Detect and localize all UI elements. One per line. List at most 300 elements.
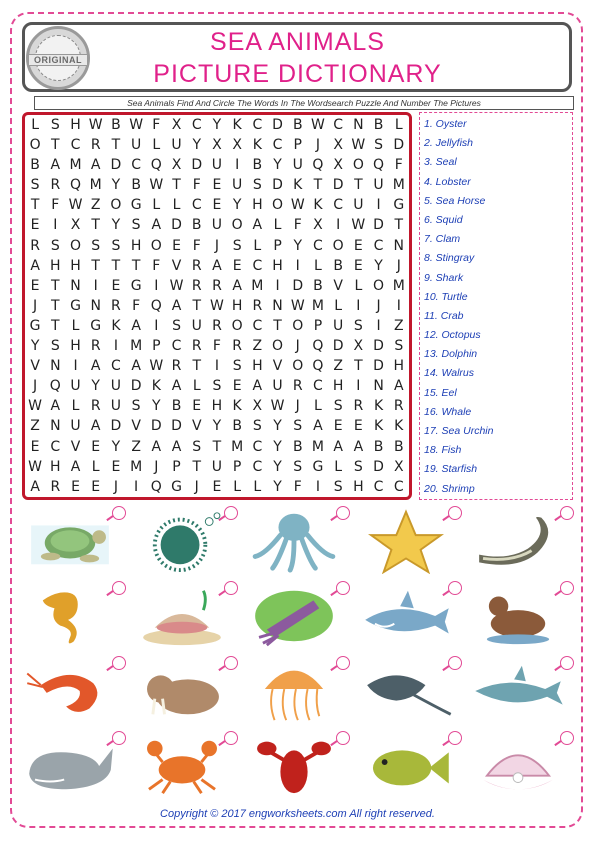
grid-letter[interactable]: T xyxy=(172,177,181,194)
number-balloon[interactable] xyxy=(112,581,126,595)
grid-letter[interactable]: C xyxy=(70,137,81,154)
grid-letter[interactable]: E xyxy=(91,478,101,495)
grid-letter[interactable]: S xyxy=(333,398,343,415)
grid-letter[interactable]: S xyxy=(394,338,404,355)
grid-letter[interactable]: Q xyxy=(373,157,385,174)
grid-letter[interactable]: H xyxy=(332,378,344,395)
number-balloon[interactable] xyxy=(560,731,574,745)
grid-letter[interactable]: V xyxy=(191,418,202,435)
grid-letter[interactable]: E xyxy=(353,257,363,274)
grid-letter[interactable]: S xyxy=(192,438,202,455)
grid-letter[interactable]: E xyxy=(111,458,121,475)
grid-letter[interactable]: M xyxy=(311,297,324,314)
grid-letter[interactable]: C xyxy=(252,458,263,475)
grid-letter[interactable]: J xyxy=(396,257,401,274)
grid-letter[interactable]: T xyxy=(51,317,60,334)
grid-letter[interactable]: S xyxy=(353,317,363,334)
number-balloon[interactable] xyxy=(112,731,126,745)
grid-letter[interactable]: R xyxy=(50,478,61,495)
grid-letter[interactable]: A xyxy=(131,358,141,375)
grid-letter[interactable]: Y xyxy=(192,137,201,154)
grid-letter[interactable]: T xyxy=(354,358,363,375)
grid-letter[interactable]: C xyxy=(191,117,202,133)
grid-letter[interactable]: D xyxy=(272,177,283,194)
grid-letter[interactable]: L xyxy=(334,297,343,314)
grid-letter[interactable]: N xyxy=(90,297,101,314)
grid-letter[interactable]: X xyxy=(171,157,182,174)
grid-letter[interactable]: K xyxy=(252,137,262,154)
grid-letter[interactable]: A xyxy=(232,277,242,294)
grid-letter[interactable]: K xyxy=(232,117,242,133)
grid-letter[interactable]: Q xyxy=(150,478,162,495)
grid-letter[interactable]: I xyxy=(93,277,98,294)
grid-letter[interactable]: L xyxy=(233,478,242,495)
grid-letter[interactable]: I xyxy=(336,217,341,234)
grid-letter[interactable]: N xyxy=(393,237,404,254)
grid-letter[interactable]: M xyxy=(89,177,102,194)
grid-letter[interactable]: V xyxy=(70,438,81,455)
grid-letter[interactable]: P xyxy=(293,137,302,154)
grid-letter[interactable]: W xyxy=(351,137,366,154)
grid-letter[interactable]: B xyxy=(171,398,182,415)
grid-letter[interactable]: Y xyxy=(273,418,282,435)
grid-letter[interactable]: O xyxy=(110,197,122,214)
grid-letter[interactable]: D xyxy=(110,418,122,435)
grid-letter[interactable]: U xyxy=(70,378,81,395)
grid-letter[interactable]: O xyxy=(231,317,243,334)
grid-letter[interactable]: F xyxy=(152,117,161,133)
grid-letter[interactable]: E xyxy=(172,237,181,254)
grid-letter[interactable]: B xyxy=(252,157,263,174)
grid-letter[interactable]: T xyxy=(51,137,60,154)
number-balloon[interactable] xyxy=(336,581,350,595)
grid-letter[interactable]: A xyxy=(333,438,343,455)
grid-letter[interactable]: E xyxy=(232,257,242,274)
grid-letter[interactable]: W xyxy=(351,217,366,234)
grid-letter[interactable]: X xyxy=(333,137,343,154)
grid-letter[interactable]: W xyxy=(290,197,305,214)
grid-letter[interactable]: R xyxy=(393,398,404,415)
grid-letter[interactable]: H xyxy=(130,237,142,254)
grid-letter[interactable]: Z xyxy=(333,358,343,375)
grid-letter[interactable]: T xyxy=(91,217,100,234)
grid-letter[interactable]: B xyxy=(292,438,303,455)
grid-letter[interactable]: B xyxy=(393,438,404,455)
grid-letter[interactable]: Y xyxy=(212,418,222,435)
grid-letter[interactable]: D xyxy=(171,217,182,234)
grid-letter[interactable]: D xyxy=(272,117,283,133)
grid-letter[interactable]: U xyxy=(211,458,223,475)
grid-letter[interactable]: X xyxy=(212,137,222,154)
grid-letter[interactable]: A xyxy=(90,157,101,174)
grid-letter[interactable]: S xyxy=(91,237,101,254)
grid-letter[interactable]: C xyxy=(373,237,384,254)
grid-letter[interactable]: O xyxy=(150,237,162,254)
grid-letter[interactable]: Y xyxy=(273,458,282,475)
grid-letter[interactable]: R xyxy=(212,277,222,294)
grid-letter[interactable]: P xyxy=(232,458,242,475)
grid-letter[interactable]: E xyxy=(333,418,343,435)
grid-letter[interactable]: H xyxy=(393,358,405,375)
grid-letter[interactable]: F xyxy=(132,297,141,314)
grid-letter[interactable]: F xyxy=(152,257,161,274)
grid-letter[interactable]: B xyxy=(111,117,121,133)
grid-letter[interactable]: O xyxy=(231,217,243,234)
grid-letter[interactable]: S xyxy=(293,458,303,475)
grid-letter[interactable]: X xyxy=(70,217,81,234)
grid-letter[interactable]: O xyxy=(352,157,364,174)
grid-letter[interactable]: F xyxy=(192,177,201,194)
grid-letter[interactable]: Y xyxy=(111,438,121,455)
grid-letter[interactable]: W xyxy=(68,197,83,214)
grid-letter[interactable]: C xyxy=(313,237,323,254)
grid-letter[interactable]: M xyxy=(251,277,264,294)
number-balloon[interactable] xyxy=(224,731,238,745)
grid-letter[interactable]: X xyxy=(252,398,263,415)
grid-letter[interactable]: I xyxy=(214,358,219,375)
grid-letter[interactable]: X xyxy=(232,137,242,154)
grid-letter[interactable]: X xyxy=(333,157,343,174)
grid-letter[interactable]: A xyxy=(252,217,263,234)
grid-letter[interactable]: U xyxy=(211,157,223,174)
grid-letter[interactable]: U xyxy=(70,418,81,435)
grid-letter[interactable]: H xyxy=(70,257,81,274)
grid-letter[interactable]: S xyxy=(111,237,121,254)
grid-letter[interactable]: Y xyxy=(273,478,282,495)
grid-letter[interactable]: L xyxy=(334,458,343,475)
grid-letter[interactable]: J xyxy=(33,378,38,395)
grid-letter[interactable]: F xyxy=(293,478,302,495)
grid-letter[interactable]: L xyxy=(71,317,80,334)
grid-letter[interactable]: K xyxy=(394,418,404,435)
grid-letter[interactable]: L xyxy=(253,237,262,254)
grid-letter[interactable]: A xyxy=(353,438,364,455)
grid-letter[interactable]: E xyxy=(71,478,80,495)
grid-letter[interactable]: L xyxy=(152,137,161,154)
grid-letter[interactable]: X xyxy=(353,338,364,355)
grid-letter[interactable]: I xyxy=(376,197,381,214)
grid-letter[interactable]: R xyxy=(90,338,101,355)
grid-letter[interactable]: V xyxy=(171,257,182,274)
grid-letter[interactable]: C xyxy=(111,358,121,375)
grid-letter[interactable]: M xyxy=(392,177,405,194)
number-balloon[interactable] xyxy=(336,656,350,670)
grid-letter[interactable]: K xyxy=(293,177,303,194)
grid-letter[interactable]: L xyxy=(71,398,80,415)
grid-letter[interactable]: W xyxy=(311,117,325,133)
grid-letter[interactable]: T xyxy=(192,458,201,475)
grid-letter[interactable]: U xyxy=(191,317,202,334)
grid-letter[interactable]: I xyxy=(396,297,401,314)
grid-letter[interactable]: C xyxy=(252,438,263,455)
grid-letter[interactable]: C xyxy=(313,378,323,395)
grid-letter[interactable]: N xyxy=(70,277,81,294)
grid-letter[interactable]: W xyxy=(129,117,144,133)
grid-letter[interactable]: Q xyxy=(150,157,162,174)
number-balloon[interactable] xyxy=(560,506,574,520)
grid-letter[interactable]: V xyxy=(333,277,343,294)
grid-letter[interactable]: F xyxy=(51,197,60,214)
grid-letter[interactable]: J xyxy=(376,297,381,314)
grid-letter[interactable]: Q xyxy=(69,177,82,194)
grid-letter[interactable]: O xyxy=(332,237,344,254)
grid-letter[interactable]: X xyxy=(393,458,404,475)
grid-letter[interactable]: U xyxy=(171,137,182,154)
grid-letter[interactable]: A xyxy=(393,378,404,395)
grid-letter[interactable]: R xyxy=(191,257,202,274)
grid-letter[interactable]: W xyxy=(88,117,103,133)
grid-letter[interactable]: A xyxy=(252,378,263,395)
grid-letter[interactable]: I xyxy=(315,478,321,495)
grid-letter[interactable]: F xyxy=(394,157,403,174)
grid-letter[interactable]: R xyxy=(232,338,242,355)
grid-letter[interactable]: Y xyxy=(273,157,282,174)
grid-letter[interactable]: S xyxy=(252,418,262,435)
grid-letter[interactable]: Z xyxy=(252,338,263,355)
grid-letter[interactable]: L xyxy=(314,398,322,415)
grid-letter[interactable]: S xyxy=(50,117,60,133)
grid-letter[interactable]: D xyxy=(130,378,142,395)
grid-letter[interactable]: W xyxy=(210,297,224,314)
grid-letter[interactable]: E xyxy=(212,478,222,495)
grid-letter[interactable]: W xyxy=(28,458,43,475)
grid-letter[interactable]: N xyxy=(50,358,61,375)
grid-letter[interactable]: S xyxy=(293,418,303,435)
number-balloon[interactable] xyxy=(112,506,126,520)
grid-letter[interactable]: A xyxy=(171,297,182,314)
grid-letter[interactable]: D xyxy=(191,157,203,174)
grid-letter[interactable]: D xyxy=(393,137,405,154)
grid-letter[interactable]: W xyxy=(149,358,164,375)
grid-letter[interactable]: L xyxy=(172,197,181,214)
grid-letter[interactable]: S xyxy=(374,137,383,154)
grid-letter[interactable]: E xyxy=(192,398,202,415)
grid-letter[interactable]: O xyxy=(29,137,41,154)
number-balloon[interactable] xyxy=(224,506,238,520)
grid-letter[interactable]: U xyxy=(272,378,283,395)
grid-letter[interactable]: R xyxy=(191,277,202,294)
grid-letter[interactable]: A xyxy=(70,458,81,475)
grid-letter[interactable]: I xyxy=(356,378,361,395)
grid-letter[interactable]: E xyxy=(212,177,222,194)
grid-letter[interactable]: R xyxy=(252,297,263,314)
grid-letter[interactable]: K xyxy=(151,378,161,395)
grid-letter[interactable]: B xyxy=(333,257,343,274)
grid-letter[interactable]: P xyxy=(313,317,323,334)
grid-letter[interactable]: P xyxy=(152,338,161,355)
grid-letter[interactable]: X xyxy=(171,117,182,133)
grid-letter[interactable]: R xyxy=(111,297,121,314)
grid-letter[interactable]: L xyxy=(152,197,161,214)
grid-letter[interactable]: Y xyxy=(111,217,121,234)
grid-letter[interactable]: V xyxy=(131,418,141,435)
grid-letter[interactable]: M xyxy=(231,438,244,455)
grid-letter[interactable]: A xyxy=(131,317,141,334)
grid-letter[interactable]: I xyxy=(275,277,280,294)
grid-letter[interactable]: T xyxy=(30,197,40,214)
grid-letter[interactable]: S xyxy=(232,237,242,254)
grid-letter[interactable]: C xyxy=(252,117,263,133)
grid-letter[interactable]: K xyxy=(373,418,384,435)
grid-letter[interactable]: F xyxy=(212,338,221,355)
grid-letter[interactable]: A xyxy=(151,217,162,234)
grid-letter[interactable]: Q xyxy=(312,358,324,375)
grid-letter[interactable]: Q xyxy=(312,157,324,174)
grid-letter[interactable]: P xyxy=(273,237,282,254)
grid-letter[interactable]: G xyxy=(130,277,142,294)
grid-letter[interactable]: M xyxy=(69,157,82,174)
grid-letter[interactable]: H xyxy=(252,358,263,375)
grid-letter[interactable]: Y xyxy=(91,378,100,395)
grid-letter[interactable]: W xyxy=(28,398,43,415)
grid-letter[interactable]: R xyxy=(171,358,182,375)
grid-letter[interactable]: U xyxy=(353,197,364,214)
grid-letter[interactable]: T xyxy=(394,217,404,234)
grid-letter[interactable]: V xyxy=(272,358,283,375)
grid-letter[interactable]: S xyxy=(50,237,60,254)
grid-letter[interactable]: U xyxy=(211,217,223,234)
number-balloon[interactable] xyxy=(112,656,126,670)
grid-letter[interactable]: F xyxy=(293,217,302,234)
grid-letter[interactable]: T xyxy=(111,137,121,154)
grid-letter[interactable]: I xyxy=(154,317,159,334)
grid-letter[interactable]: U xyxy=(333,317,344,334)
grid-letter[interactable]: S xyxy=(212,378,222,395)
grid-letter[interactable]: D xyxy=(110,157,122,174)
grid-letter[interactable]: B xyxy=(292,117,303,133)
grid-letter[interactable]: A xyxy=(212,257,222,274)
grid-letter[interactable]: G xyxy=(312,458,324,475)
grid-letter[interactable]: Z xyxy=(90,197,101,214)
grid-letter[interactable]: B xyxy=(30,157,40,174)
grid-letter[interactable]: G xyxy=(29,317,41,334)
grid-letter[interactable]: C xyxy=(333,117,344,133)
grid-letter[interactable]: C xyxy=(373,478,384,495)
grid-letter[interactable]: M xyxy=(311,438,324,455)
grid-letter[interactable]: A xyxy=(313,418,323,435)
grid-letter[interactable]: Y xyxy=(152,398,161,415)
grid-letter[interactable]: U xyxy=(110,398,122,415)
grid-letter[interactable]: E xyxy=(353,237,363,254)
grid-letter[interactable]: S xyxy=(50,338,60,355)
number-balloon[interactable] xyxy=(224,656,238,670)
grid-letter[interactable]: J xyxy=(154,458,159,475)
grid-letter[interactable]: T xyxy=(273,317,282,334)
grid-letter[interactable]: P xyxy=(172,458,181,475)
grid-letter[interactable]: G xyxy=(130,197,142,214)
grid-letter[interactable]: S xyxy=(172,317,181,334)
grid-letter[interactable]: V xyxy=(30,358,40,375)
grid-letter[interactable]: C xyxy=(333,197,344,214)
grid-letter[interactable]: D xyxy=(332,338,344,355)
grid-letter[interactable]: H xyxy=(70,338,81,355)
grid-letter[interactable]: H xyxy=(252,197,263,214)
grid-letter[interactable]: A xyxy=(50,398,61,415)
grid-letter[interactable]: L xyxy=(273,217,282,234)
grid-letter[interactable]: K xyxy=(313,197,323,214)
grid-letter[interactable]: C xyxy=(252,317,263,334)
grid-letter[interactable]: Y xyxy=(212,117,222,133)
grid-letter[interactable]: I xyxy=(376,317,381,334)
grid-letter[interactable]: J xyxy=(295,398,300,415)
grid-letter[interactable]: H xyxy=(231,297,243,314)
grid-letter[interactable]: Z xyxy=(30,418,40,435)
grid-letter[interactable]: K xyxy=(111,317,121,334)
number-balloon[interactable] xyxy=(448,581,462,595)
grid-letter[interactable]: T xyxy=(212,438,222,455)
grid-letter[interactable]: D xyxy=(171,418,182,435)
grid-letter[interactable]: D xyxy=(292,277,304,294)
grid-letter[interactable]: X xyxy=(313,217,323,234)
grid-letter[interactable]: O xyxy=(292,317,304,334)
grid-letter[interactable]: T xyxy=(313,177,323,194)
grid-letter[interactable]: R xyxy=(212,317,222,334)
grid-letter[interactable]: Y xyxy=(30,338,40,355)
grid-letter[interactable]: S xyxy=(232,358,242,375)
grid-letter[interactable]: S xyxy=(131,217,141,234)
grid-letter[interactable]: N xyxy=(272,297,283,314)
grid-letter[interactable]: C xyxy=(272,137,283,154)
grid-letter[interactable]: E xyxy=(353,418,363,435)
grid-letter[interactable]: G xyxy=(70,297,81,314)
grid-letter[interactable]: T xyxy=(91,257,100,274)
grid-letter[interactable]: K xyxy=(373,398,384,415)
grid-letter[interactable]: L xyxy=(31,117,39,133)
grid-letter[interactable]: I xyxy=(113,338,118,355)
grid-letter[interactable]: E xyxy=(30,438,40,455)
grid-letter[interactable]: D xyxy=(373,458,384,475)
grid-letter[interactable]: H xyxy=(211,398,223,415)
grid-letter[interactable]: R xyxy=(292,378,303,395)
grid-letter[interactable]: Y xyxy=(232,197,242,214)
grid-letter[interactable]: E xyxy=(111,277,121,294)
grid-letter[interactable]: S xyxy=(131,398,141,415)
grid-letter[interactable]: J xyxy=(113,478,118,495)
grid-letter[interactable]: R xyxy=(191,338,202,355)
grid-letter[interactable]: C xyxy=(171,338,182,355)
grid-letter[interactable]: C xyxy=(252,257,263,274)
grid-letter[interactable]: R xyxy=(90,398,101,415)
grid-letter[interactable]: F xyxy=(192,237,201,254)
grid-letter[interactable]: E xyxy=(212,197,222,214)
grid-letter[interactable]: S xyxy=(353,458,363,475)
grid-letter[interactable]: T xyxy=(192,297,201,314)
grid-letter[interactable]: D xyxy=(373,217,384,234)
grid-letter[interactable]: I xyxy=(356,297,361,314)
grid-letter[interactable]: Y xyxy=(293,237,303,254)
grid-letter[interactable]: I xyxy=(73,358,78,375)
grid-letter[interactable]: J xyxy=(194,478,199,495)
grid-letter[interactable]: W xyxy=(290,297,305,314)
grid-letter[interactable]: W xyxy=(169,277,184,294)
grid-letter[interactable]: J xyxy=(214,237,219,254)
grid-letter[interactable]: C xyxy=(191,197,202,214)
grid-letter[interactable]: W xyxy=(270,398,285,415)
grid-letter[interactable]: T xyxy=(111,257,121,274)
grid-letter[interactable]: K xyxy=(232,398,242,415)
grid-letter[interactable]: L xyxy=(91,458,100,475)
grid-letter[interactable]: Z xyxy=(393,317,404,334)
grid-letter[interactable]: A xyxy=(171,378,182,395)
grid-letter[interactable]: E xyxy=(232,378,242,395)
grid-letter[interactable]: L xyxy=(314,257,322,274)
grid-letter[interactable]: B xyxy=(232,418,242,435)
grid-letter[interactable]: Q xyxy=(150,297,162,314)
grid-letter[interactable]: S xyxy=(252,177,262,194)
grid-letter[interactable]: Q xyxy=(312,338,324,355)
grid-letter[interactable]: T xyxy=(51,297,60,314)
grid-letter[interactable]: Q xyxy=(49,378,61,395)
